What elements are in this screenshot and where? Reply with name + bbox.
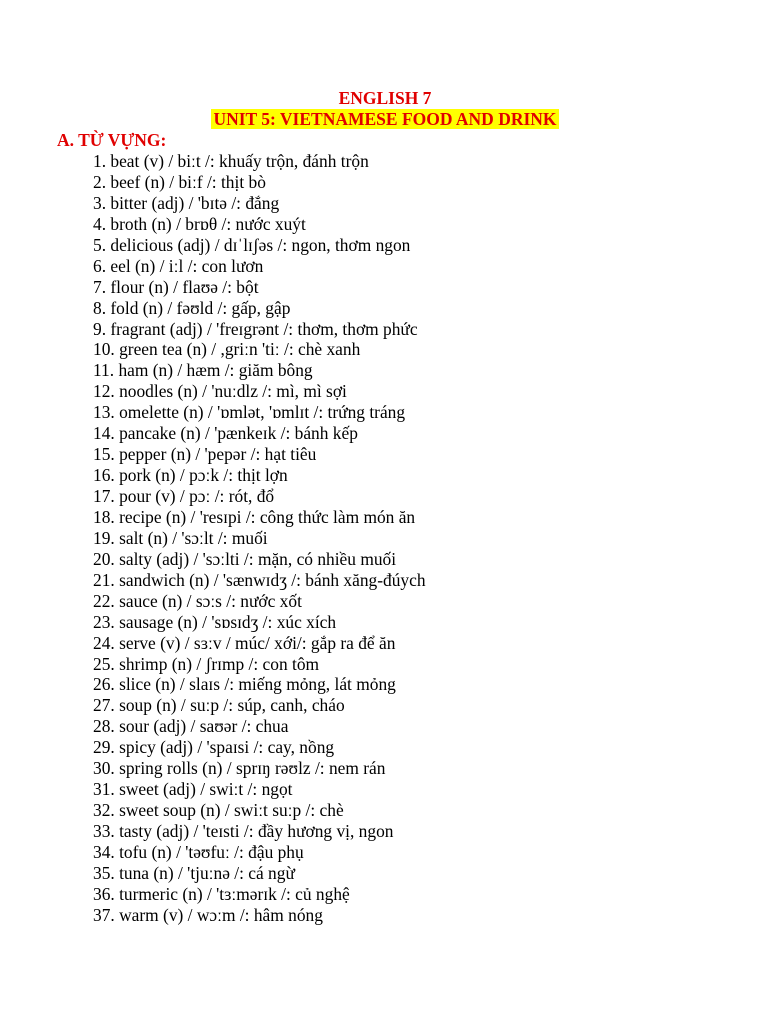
vocabulary-item: 22. sauce (n) / sɔːs /: nước xốt <box>93 590 302 611</box>
course-title: ENGLISH 7 <box>338 88 432 108</box>
vocabulary-item: 7. flour (n) / flaʊə /: bột <box>93 276 259 297</box>
vocabulary-item: 1. beat (v) / biːt /: khuấy trộn, đánh trộn <box>93 151 369 171</box>
section-heading-vocabulary: A. TỪ VỰNG: <box>57 130 167 150</box>
vocabulary-item: 21. sandwich (n) / 'sænwɪdʒ /: bánh xăng-đúych <box>93 569 426 590</box>
vocabulary-item: 16. pork (n) / pɔːk /: thịt lợn <box>93 465 288 486</box>
vocabulary-item: 36. turmeric (n) / 'tɜːmərɪk /: củ nghệ <box>93 883 350 904</box>
unit-title: UNIT 5: VIETNAMESE FOOD AND DRINK <box>213 109 557 129</box>
vocabulary-item: 33. tasty (adj) / 'teɪsti /: đầy hương vị, ngon <box>93 821 394 841</box>
vocabulary-item: 17. pour (v) / pɔː /: rót, đổ <box>93 486 275 506</box>
vocabulary-item: 6. eel (n) / iːl /: con lươn <box>93 255 264 276</box>
vocabulary-item: 37. warm (v) / wɔːm /: hâm nóng <box>93 904 323 925</box>
vocabulary-item: 20. salty (adj) / 'sɔːlti /: mặn, có nhiều muối <box>93 548 397 569</box>
vocabulary-item: 27. soup (n) / suːp /: súp, canh, cháo <box>93 695 345 716</box>
vocabulary-item: 18. recipe (n) / 'resɪpi /: công thức làm món ăn <box>93 506 416 527</box>
vocabulary-item: 28. sour (adj) / saʊər /: chua <box>93 716 289 737</box>
vocabulary-item: 19. salt (n) / 'sɔːlt /: muối <box>93 527 268 548</box>
vocabulary-item: 15. pepper (n) / 'pepər /: hạt tiêu <box>93 444 317 465</box>
vocabulary-item: 4. broth (n) / brɒθ /: nước xuýt <box>93 213 306 234</box>
vocabulary-item: 31. sweet (adj) / swiːt /: ngọt <box>93 779 293 800</box>
vocabulary-item: 3. bitter (adj) / 'bɪtə /: đắng <box>93 192 280 213</box>
vocabulary-item: 25. shrimp (n) / ʃrɪmp /: con tôm <box>93 653 320 674</box>
vocabulary-item: 10. green tea (n) / ,griːn 'tiː /: chè xanh <box>93 339 361 360</box>
vocabulary-item: 24. serve (v) / sɜːv / múc/ xới/: gắp ra để ăn <box>93 632 396 653</box>
vocabulary-item: 2. beef (n) / biːf /: thịt bò <box>93 171 266 192</box>
vocabulary-item: 9. fragrant (adj) / 'freɪgrənt /: thơm, thơm phức <box>93 318 418 339</box>
vocabulary-item: 23. sausage (n) / 'sɒsɪdʒ /: xúc xích <box>93 611 337 632</box>
vocabulary-item: 30. spring rolls (n) / sprɪŋ rəʊlz /: nem rán <box>93 758 386 779</box>
vocabulary-item: 8. fold (n) / fəʊld /: gấp, gập <box>93 297 291 318</box>
vocabulary-item: 14. pancake (n) / 'pænkeɪk /: bánh kếp <box>93 423 358 444</box>
vocabulary-item: 34. tofu (n) / 'təʊfuː /: đậu phụ <box>93 841 304 862</box>
vocabulary-item: 35. tuna (n) / 'tjuːnə /: cá ngừ <box>93 862 295 883</box>
vocabulary-item: 11. ham (n) / hæm /: giăm bông <box>93 360 313 381</box>
vocabulary-item: 29. spicy (adj) / 'spaɪsi /: cay, nồng <box>93 737 335 758</box>
vocabulary-item: 32. sweet soup (n) / swiːt suːp /: chè <box>93 800 344 821</box>
vocabulary-list <box>93 151 426 926</box>
vocabulary-item: 13. omelette (n) / 'ɒmlət, 'ɒmlɪt /: trứng tráng <box>93 402 406 423</box>
vocabulary-item: 12. noodles (n) / 'nuːdlz /: mì, mì sợi <box>93 381 347 402</box>
unit-title-wrapper <box>1 109 768 129</box>
vocabulary-item: 26. slice (n) / slaɪs /: miếng mỏng, lát mỏng <box>93 674 396 695</box>
vocabulary-item: 5. delicious (adj) / dɪˈlɪʃəs /: ngon, thơm ngon <box>93 234 411 255</box>
